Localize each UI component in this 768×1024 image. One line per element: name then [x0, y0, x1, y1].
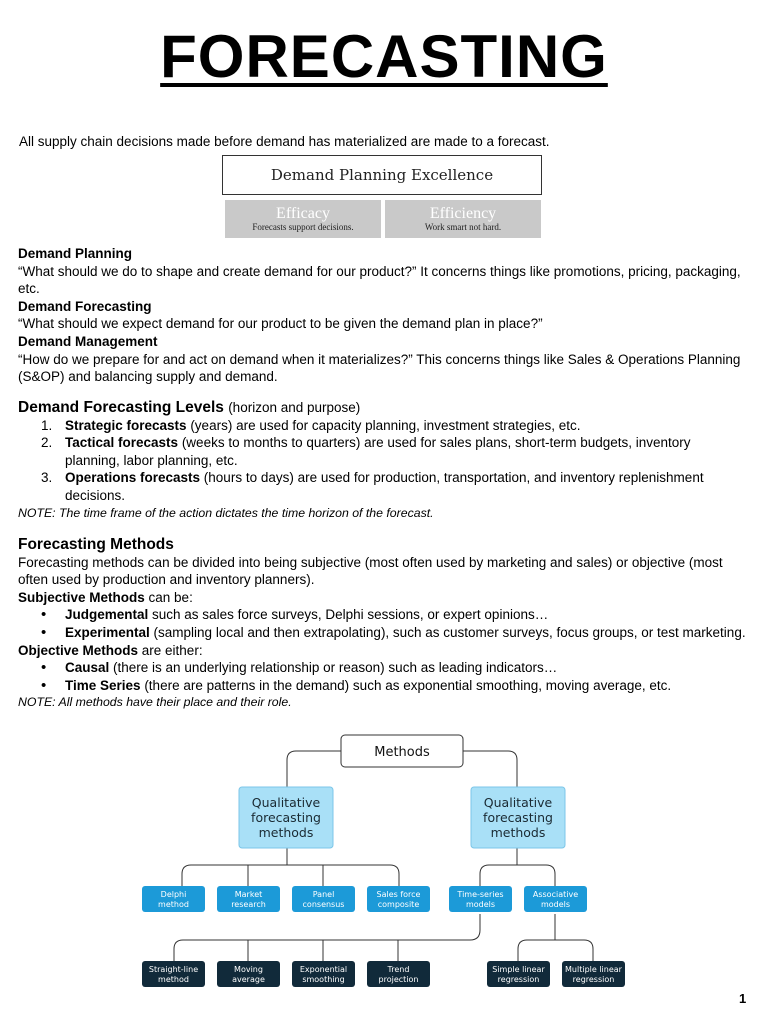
level-term: Strategic forecasts: [65, 417, 187, 433]
qualitative-leaf-node-label: method: [158, 900, 189, 909]
page-title-wrap: [0, 22, 768, 91]
list-item: [18, 417, 748, 435]
quantitative-leaf-node-label: Associative: [532, 890, 579, 899]
time-series-leaf-node: [367, 961, 430, 987]
page-title: FORECASTING: [160, 23, 608, 90]
definition-text: “How do we prepare for and act on demand when it materializes?” This concerns things like Sales & Operations Planning (S&OP) and balancing supply and demand.: [18, 351, 741, 385]
definition-text: “What should we expect demand for our product to be given the demand plan in place?”: [18, 316, 543, 332]
methods-heading: Forecasting Methods: [18, 536, 174, 553]
efficiency-cell: [385, 200, 541, 238]
bullet-icon: •: [41, 659, 47, 677]
time-series-leaf-node-label: Straight-line: [148, 965, 199, 974]
level-term: Tactical forecasts: [65, 435, 179, 451]
level-term: Operations forecasts: [65, 470, 201, 486]
methods-section: [18, 536, 748, 712]
qualitative-leaf-node: [292, 886, 355, 912]
list-number: 3.: [41, 470, 53, 486]
page-number: 1: [739, 991, 747, 1006]
quantitative-methods-node: [471, 787, 565, 848]
associative-leaf-node-label: Multiple linear: [565, 965, 622, 974]
quantitative-methods-node-label: forecasting: [483, 810, 553, 825]
levels-section: [18, 399, 748, 522]
bullet-icon: •: [41, 676, 47, 694]
qualitative-leaf-node-label: research: [231, 900, 266, 909]
root-node-label: Methods: [374, 745, 430, 760]
subjective-line: [18, 589, 748, 607]
qualitative-leaf-node: [217, 886, 280, 912]
definition-term: Demand Planning: [18, 246, 133, 261]
methods-intro: Forecasting methods can be divided into being subjective (most often used by marketing and sales) or objective (most often used by production and inventory planners).: [18, 554, 723, 588]
subjective-rest: can be:: [144, 589, 193, 605]
time-series-leaf-node-label: Trend: [387, 965, 410, 974]
quantitative-leaf-node: [449, 886, 512, 912]
method-text: (there are patterns in the demand) such as exponential smoothing, moving average, etc.: [140, 677, 672, 693]
qualitative-leaf-node-label: Sales force: [376, 890, 421, 899]
definitions-section: [18, 245, 748, 386]
associative-leaf-node: [562, 961, 625, 987]
qualitative-leaf-node: [142, 886, 205, 912]
list-item: [18, 659, 748, 677]
efficiency-label: Efficiency: [429, 205, 497, 222]
qualitative-leaf-node-label: Market: [234, 890, 263, 899]
efficacy-cell: [225, 200, 381, 238]
method-term: Judgemental: [65, 607, 149, 623]
quantitative-leaf-node-label: models: [465, 900, 496, 909]
bullet-icon: •: [41, 623, 47, 641]
quantitative-methods-node-label: Qualitative: [483, 795, 553, 810]
qualitative-methods-node-label: Qualitative: [251, 795, 321, 810]
qualitative-methods-node-label: methods: [258, 825, 314, 840]
level-text: (years) are used for capacity planning, investment strategies, etc.: [186, 417, 581, 433]
objective-list: [18, 659, 748, 694]
qualitative-leaf-node-label: Delphi: [160, 890, 187, 899]
subjective-label: Subjective Methods: [18, 589, 145, 605]
levels-heading-text: Demand Forecasting Levels: [18, 399, 224, 416]
method-term: Causal: [65, 660, 110, 676]
levels-heading: [18, 399, 748, 417]
methods-note: NOTE: All methods have their place and their role.: [18, 695, 292, 710]
qualitative-methods-node-label: forecasting: [251, 810, 321, 825]
definition-text: “What should we do to shape and create demand for our product?” It concerns things like promotions, pricing, packaging, etc.: [18, 263, 741, 297]
time-series-leaf-node-label: smoothing: [302, 975, 345, 984]
time-series-leaf-node: [142, 961, 205, 987]
quantitative-methods-node-label: methods: [490, 825, 546, 840]
level-text: (hours to days) are used for production, transportation, and inventory replenishment decisions.: [65, 470, 704, 503]
objective-rest: are either:: [138, 642, 203, 658]
time-series-leaf-node-label: Exponential: [299, 965, 348, 974]
qualitative-leaf-node-label: Panel: [312, 890, 335, 899]
quantitative-leaf-node-label: Time-series: [457, 890, 504, 899]
method-text: (sampling local and then extrapolating), such as customer surveys, focus groups, or test marketing.: [149, 624, 746, 640]
qualitative-methods-node: [239, 787, 333, 848]
levels-note: NOTE: The time frame of the action dictates the time horizon of the forecast.: [18, 505, 434, 520]
time-series-leaf-node-label: method: [158, 975, 189, 984]
list-item: [18, 677, 748, 695]
levels-heading-note: (horizon and purpose): [228, 400, 361, 415]
list-number: 1.: [41, 417, 53, 433]
definition-term: Demand Management: [18, 333, 158, 349]
demand-planning-excellence-header: Demand Planning Excellence: [222, 155, 542, 195]
quantitative-leaf-node: [524, 886, 587, 912]
intro-text: All supply chain decisions made before demand has materialized are made to a forecast.: [19, 134, 550, 149]
level-text: (weeks to months to quarters) are used for sales plans, short-term budgets, inventory planning, labor planning, etc.: [65, 435, 691, 468]
time-series-leaf-node-label: Moving: [234, 965, 263, 974]
time-series-leaf-node: [217, 961, 280, 987]
method-text: such as sales force surveys, Delphi sessions, or expert opinions…: [148, 607, 549, 623]
associative-leaf-node: [487, 961, 550, 987]
quantitative-leaf-node-label: models: [540, 900, 571, 909]
qualitative-leaf-node: [367, 886, 430, 912]
time-series-leaf-node: [292, 961, 355, 987]
objective-label: Objective Methods: [18, 642, 139, 658]
qualitative-leaf-node-label: composite: [377, 900, 420, 909]
associative-leaf-node-label: regression: [572, 975, 615, 984]
levels-list: [18, 417, 748, 505]
efficiency-subtext: Work smart not hard.: [424, 222, 502, 232]
subjective-list: [18, 606, 748, 641]
qualitative-leaf-node-label: consensus: [302, 900, 345, 909]
efficacy-label: Efficacy: [276, 205, 330, 222]
list-number: 2.: [41, 435, 53, 451]
list-item: [18, 606, 748, 624]
associative-leaf-node-label: regression: [497, 975, 540, 984]
associative-leaf-node-label: Simple linear: [492, 965, 545, 974]
efficacy-subtext: Forecasts support decisions.: [252, 222, 354, 232]
method-term: Experimental: [65, 624, 150, 640]
time-series-leaf-node-label: projection: [378, 975, 419, 984]
list-item: [18, 624, 748, 642]
definition-term: Demand Forecasting: [18, 298, 152, 314]
method-text: (there is an underlying relationship or reason) such as leading indicators…: [109, 660, 558, 676]
time-series-leaf-node-label: average: [232, 975, 265, 984]
list-item: [18, 434, 748, 469]
objective-line: [18, 642, 748, 660]
method-term: Time Series: [65, 677, 141, 693]
bullet-icon: •: [41, 606, 47, 624]
list-item: [18, 469, 748, 504]
methods-diagram: [0, 730, 768, 992]
